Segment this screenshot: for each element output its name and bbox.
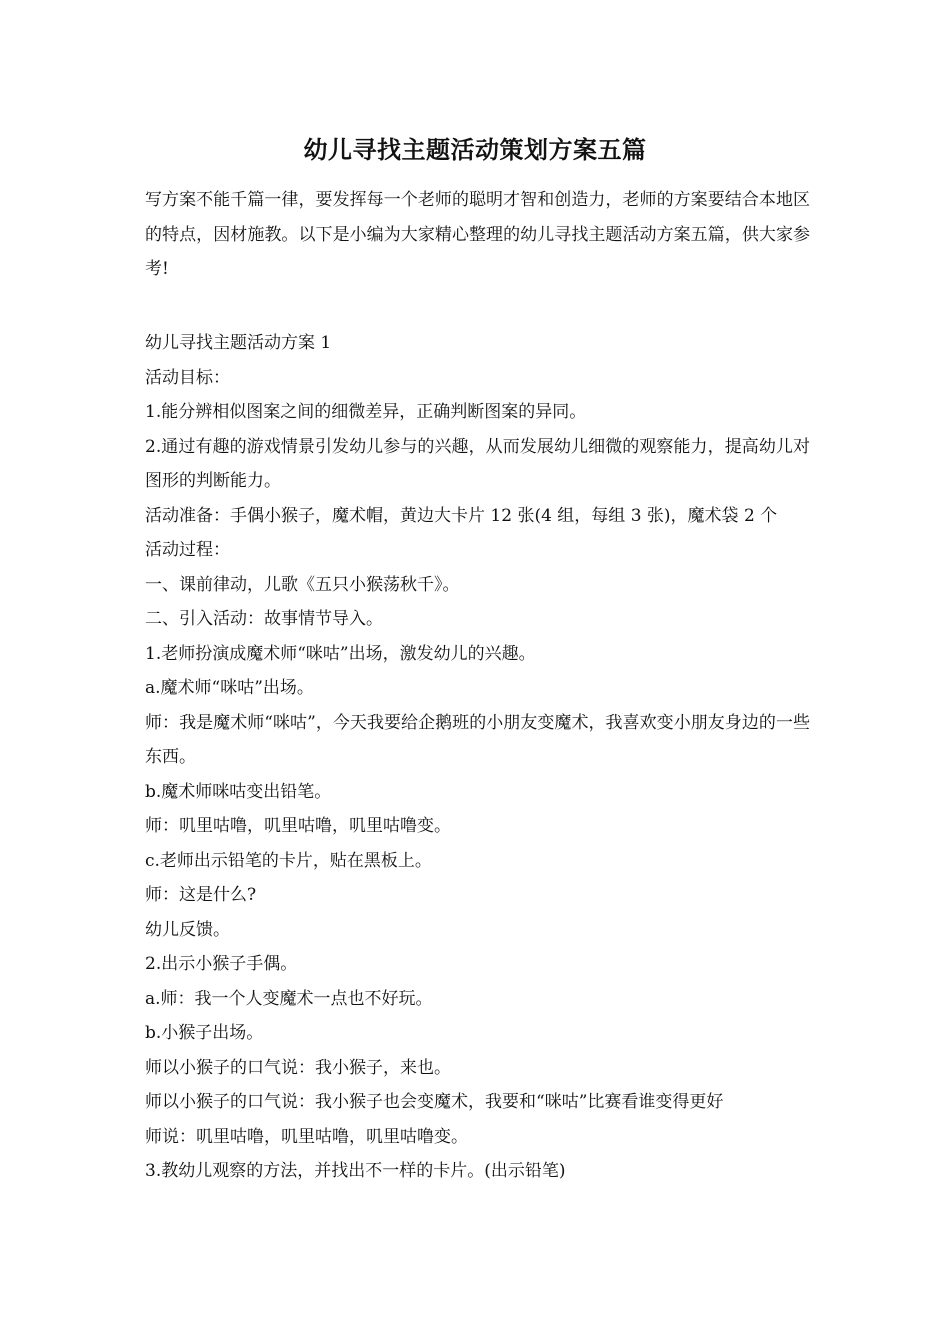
section-heading: 幼儿寻找主题活动方案 1 <box>145 333 332 353</box>
text-line: 师以小猴子的口气说：我小猴子也会变魔术，我要和“咪咕”比赛看谁变得更好 <box>145 1092 724 1112</box>
text-line: 师：叽里咕噜，叽里咕噜，叽里咕噜变。 <box>145 816 451 836</box>
text-line: 幼儿反馈。 <box>145 919 230 940</box>
text-line: 3.教幼儿观察的方法，并找出不一样的卡片。(出示铅笔) <box>145 1161 566 1181</box>
document-body <box>145 326 810 1189</box>
text-line: a.师：我一个人变魔术一点也不好玩。 <box>145 988 433 1009</box>
text-line: 师以小猴子的口气说：我小猴子，来也。 <box>145 1057 451 1078</box>
text-line: c.老师出示铅笔的卡片，贴在黑板上。 <box>145 850 432 871</box>
text-line: 活动目标： <box>145 367 230 388</box>
text-line: 师说：叽里咕噜，叽里咕噜，叽里咕噜变。 <box>145 1126 468 1147</box>
text-line: 师：这是什么? <box>145 885 257 905</box>
text-line: 1.老师扮演成魔术师“咪咕”出场，激发幼儿的兴趣。 <box>145 643 536 664</box>
document-title: 幼儿寻找主题活动策划方案五篇 <box>303 135 647 164</box>
text-line: 2.出示小猴子手偶。 <box>145 954 298 974</box>
text-line: 1.能分辨相似图案之间的细微差异，正确判断图案的异同。 <box>145 402 587 422</box>
text-line: 2.通过有趣的游戏情景引发幼儿参与的兴趣，从而发展幼儿细微的观察能力，提高幼儿对图形的判断能力。 <box>145 436 810 491</box>
text-line: 一、课前律动，儿歌《五只小猴荡秋千》。 <box>145 574 460 595</box>
text-line: b.小猴子出场。 <box>145 1023 264 1043</box>
intro-paragraph: 写方案不能千篇一律，要发挥每一个老师的聪明才智和创造力，老师的方案要结合本地区的特点，因材施教。以下是小编为大家精心整理的幼儿寻找主题活动方案五篇，供大家参考! <box>145 190 810 279</box>
text-line: b.魔术师咪咕变出铅笔。 <box>145 781 332 802</box>
text-line: 活动准备：手偶小猴子，魔术帽，黄边大卡片 12 张(4 组，每组 3 张)，魔术袋 2 个 <box>145 505 778 526</box>
text-line: 二、引入活动：故事情节导入。 <box>145 609 383 629</box>
text-line: 活动过程： <box>145 540 230 560</box>
text-line: a.魔术师“咪咕”出场。 <box>145 678 314 698</box>
text-line: 师：我是魔术师“咪咕”，今天我要给企鹅班的小朋友变魔术，我喜欢变小朋友身边的一些东西。 <box>145 712 810 767</box>
